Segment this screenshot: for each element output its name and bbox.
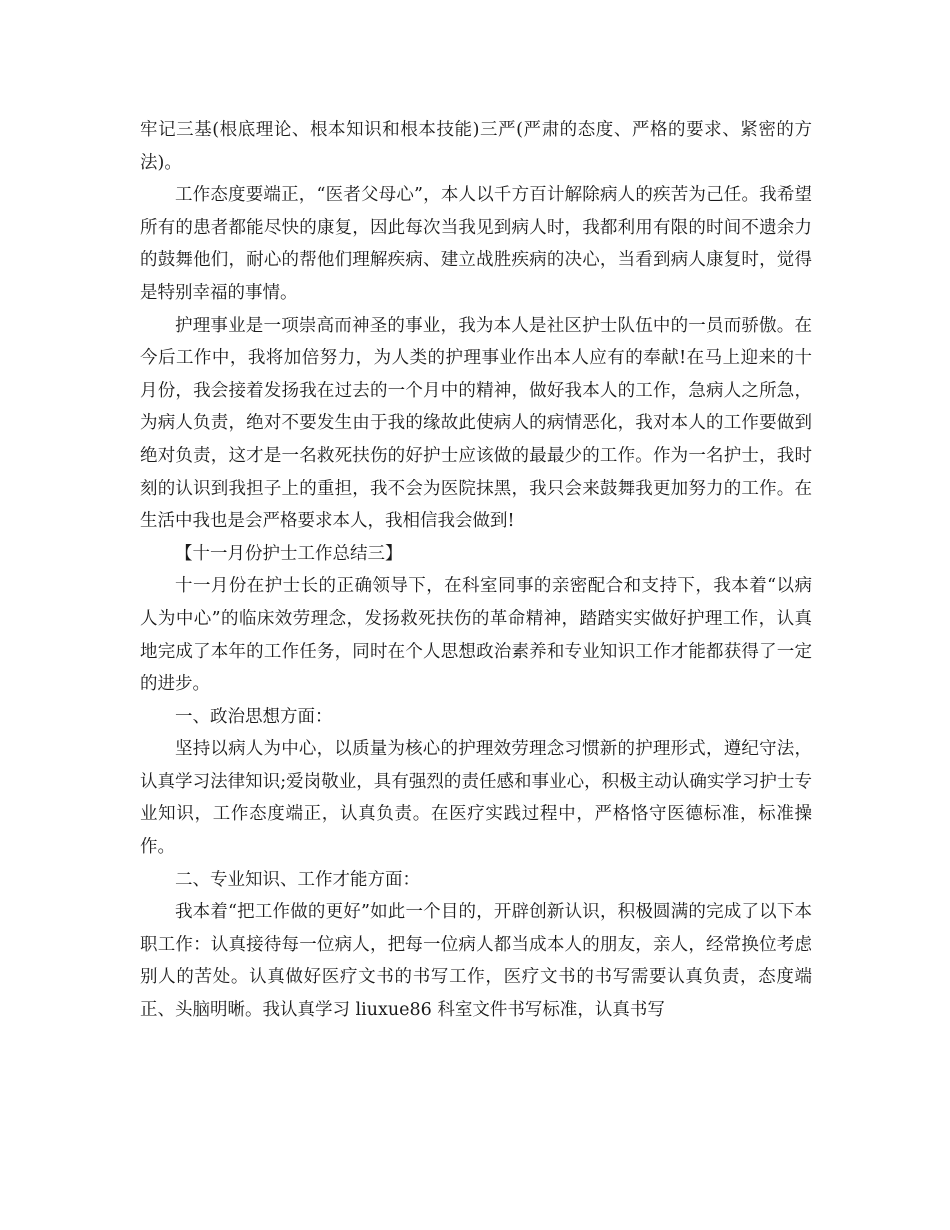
paragraph: 坚持以病人为中心，以质量为核心的护理效劳理念习惯新的护理形式，遵纪守法，认真学习法律知识;爱岗敬业，具有强烈的责任感和事业心，积极主动认确实学习护士专业知识，工作态度端正，认真负责。在医疗实践过程中，严格恪守医德标准，标准操作。	[140, 739, 812, 858]
subsection-heading: 二、专业知识、工作才能方面：	[175, 869, 420, 890]
paragraph: 我本着“把工作做的更好”如此一个目的，开辟创新认识，积极圆满的完成了以下本职工作：认真接待每一位病人，把每一位病人都当成本人的朋友，亲人，经常换位考虑别人的苦处。认真做好医疗文书的书写工作，医疗文书的书写需要认真负责，态度端正、头脑明晰。我认真学习 liuxue86 科室文件书写标准，认真书写	[140, 902, 812, 1021]
paragraph: 工作态度要端正，“医者父母心”，本人以千方百计解除病人的疾苦为己任。我希望所有的患者都能尽快的康复，因此每次当我见到病人时，我都利用有限的时间不遗余力的鼓舞他们，耐心的帮他们理解疾病、建立战胜疾病的决心，当看到病人康复时，觉得是特别幸福的事情。	[140, 185, 812, 303]
paragraph: 牢记三基(根底理论、根本知识和根本技能)三严(严肃的态度、严格的要求、紧密的方法)。	[140, 120, 812, 173]
document-body	[140, 114, 812, 1027]
section-heading: 【十一月份护士工作总结三】	[175, 543, 403, 564]
subsection-heading: 一、政治思想方面：	[175, 706, 333, 727]
paragraph: 十一月份在护士长的正确领导下，在科室同事的亲密配合和支持下，我本着“以病人为中心”的临床效劳理念，发扬救死扶伤的革命精神，踏踏实实做好护理工作，认真地完成了本年的工作任务，同时在个人思想政治素养和专业知识工作才能都获得了一定的进步。	[140, 576, 812, 695]
paragraph: 护理事业是一项崇高而神圣的事业，我为本人是社区护士队伍中的一员而骄傲。在今后工作中，我将加倍努力，为人类的护理事业作出本人应有的奉献!在马上迎来的十月份，我会接着发扬我在过去的一个月中的精神，做好我本人的工作，急病人之所急，为病人负责，绝对不要发生由于我的缘故此使病人的病情恶化，我对本人的工作要做到绝对负责，这才是一名救死扶伤的好护士应该做的最最少的工作。作为一名护士，我时刻的认识到我担子上的重担，我不会为医院抹黑，我只会来鼓舞我更加努力的工作。在生活中我也是会严格要求本人，我相信我会做到!	[140, 315, 812, 532]
